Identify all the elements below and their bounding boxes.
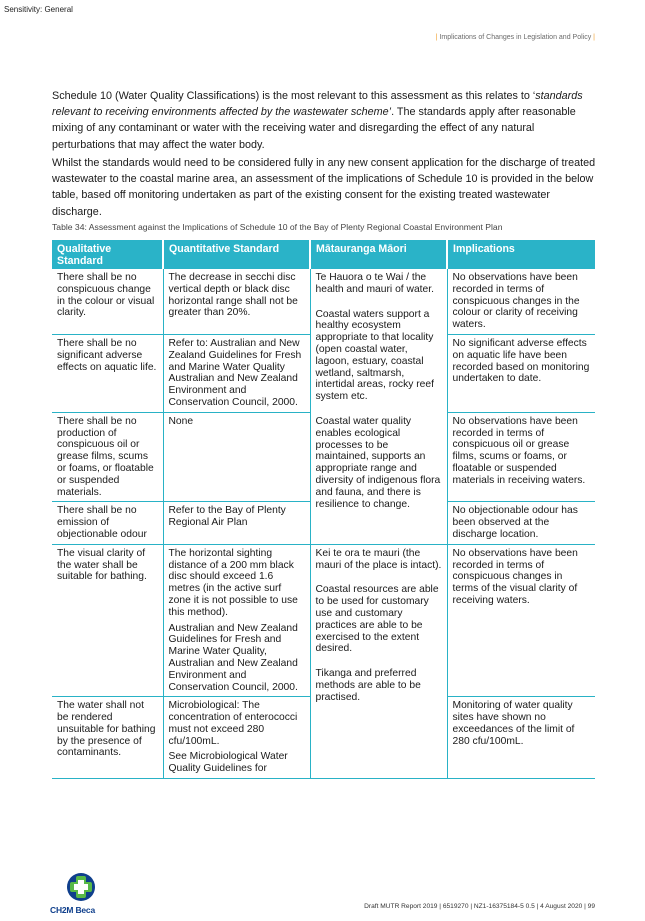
header-qualitative-standard: Qualitative Standard (52, 240, 163, 269)
paragraph-schedule-10 (52, 88, 597, 153)
quantitative-text: The horizontal sighting distance of a 200 mm black disc should exceed 1.6 metres (in the active surf zone it is not possible to use this method). (168, 547, 298, 618)
cell-quantitative (163, 412, 310, 502)
table-row (52, 544, 595, 697)
cell-implications: No objectionable odour has been observed at the discharge location. (447, 502, 595, 544)
quantitative-text: Refer to: Australian and New Zealand Guidelines for Fresh and Marine Water Quality Australian and New Zealand Environment and Conservation Council, 2000. (168, 337, 302, 408)
cell-quantitative (163, 269, 310, 334)
cell-matauranga-group-2 (310, 544, 447, 778)
cell-implications: No significant adverse effects on aquatic life have been recorded based on monitoring undertaken to date. (447, 334, 595, 412)
header-bar-right: | (593, 34, 595, 41)
para1-italic: standards relevant to receiving environments affected by the wastewater scheme’ (52, 90, 583, 119)
header-quantitative-standard: Quantitative Standard (163, 240, 310, 269)
cell-quantitative (163, 502, 310, 544)
para1-before: Schedule 10 (Water Quality Classifications) is the most relevant to this assessment as this relates to ‘ (52, 90, 536, 102)
cell-qualitative: There shall be no significant adverse effects on aquatic life. (52, 334, 163, 412)
quantitative-text: See Microbiological Water Quality Guidelines for (168, 751, 288, 775)
running-header (436, 34, 595, 41)
cell-implications: No observations have been recorded in terms of conspicuous changes in terms of the visual clarity of receiving waters. (447, 544, 595, 697)
cell-quantitative (163, 334, 310, 412)
header-matauranga-maori: Mātauranga Māori (310, 240, 447, 269)
quantitative-text: Refer to the Bay of Plenty Regional Air Plan (168, 505, 286, 529)
table-header-row (52, 240, 595, 269)
cell-qualitative: The water shall not be rendered unsuitable for bathing by the presence of contaminants. (52, 697, 163, 779)
cell-implications: No observations have been recorded in terms of conspicuous changes in the colour or clarity of receiving waters. (447, 269, 595, 334)
running-header-text: Implications of Changes in Legislation and Policy (439, 34, 592, 41)
sensitivity-label: Sensitivity: General (4, 5, 73, 14)
quantitative-text: None (168, 415, 194, 427)
cell-qualitative: There shall be no production of conspicuous oil or grease films, scums or foams, or floatable or suspended materials. (52, 412, 163, 502)
cell-implications: No observations have been recorded in terms of conspicuous oil or grease films, scums or foams, or floatable or suspended materials in receiving waters. (447, 412, 595, 502)
cell-qualitative: There shall be no conspicuous change in the colour or visual clarity. (52, 269, 163, 334)
matauranga-text: Coastal resources are able to be used for customary use and customary practices are able to be exercised to the extent desired. (315, 584, 439, 655)
header-bar-left: | (435, 34, 438, 41)
quantitative-text: Microbiological: The concentration of enterococci must not exceed 280 cfu/100mL. (168, 700, 298, 747)
matauranga-text: Te Hauora o te Wai / the health and mauri of water. (315, 272, 434, 295)
quantitative-text: The decrease in secchi disc vertical depth or black disc horizontal range shall not be greater than 20%. (168, 272, 298, 319)
header-implications: Implications (447, 240, 595, 269)
table-row (52, 269, 595, 334)
para1-after: . The standards apply after reasonable mixing of any contaminant or water with the receiving water and disregarding the effect of any natural perturbations that may affect the water body. (52, 106, 576, 151)
page-footer: Draft MUTR Report 2019 | 6519270 | NZ1-16375184-5 0.5 | 4 August 2020 | 99 (364, 903, 595, 910)
matauranga-text: Coastal water quality enables ecological processes to be maintained, supports an appropriate range and diversity of indigenous flora and fauna, and there is resilience to change. (315, 415, 441, 510)
cell-qualitative: The visual clarity of the water shall be suitable for bathing. (52, 544, 163, 697)
table-caption: Table 34: Assessment against the Implications of Schedule 10 of the Bay of Plenty Regional Coastal Environment Plan (52, 222, 503, 232)
cell-qualitative: There shall be no emission of objectionable odour (52, 502, 163, 544)
matauranga-text: Tikanga and preferred methods are able to be practised. (315, 668, 421, 703)
assessment-table (52, 240, 595, 779)
cell-quantitative (163, 697, 310, 779)
logo-wordmark: CH2M Beca (50, 905, 95, 915)
quantitative-text: Australian and New Zealand Guidelines for Fresh and Marine Water Quality, Australian and New Zealand Environment and Conservation Council, 2000. (168, 622, 298, 693)
matauranga-text: Coastal waters support a healthy ecosystem appropriate to that locality (open coastal water, lagoon, estuary, coastal wetland, saltmarsh, intertidal areas, rocky reef system etc. (315, 308, 434, 403)
cell-matauranga-group-1 (310, 269, 447, 544)
cell-implications: Monitoring of water quality sites have shown no exceedances of the limit of 280 cfu/100mL. (447, 697, 595, 779)
paragraph-assessment-intro: Whilst the standards would need to be considered fully in any new consent application for the discharge of treated wastewater to the coastal marine area, an assessment of the implications of Schedule 10 is provided in the below table, based off monitoring undertaken as part of the existing consent for the existing treated wastewater discharge. (52, 157, 596, 218)
cell-quantitative (163, 544, 310, 697)
matauranga-text: Kei te ora te mauri (the mauri of the place is intact). (315, 547, 442, 571)
